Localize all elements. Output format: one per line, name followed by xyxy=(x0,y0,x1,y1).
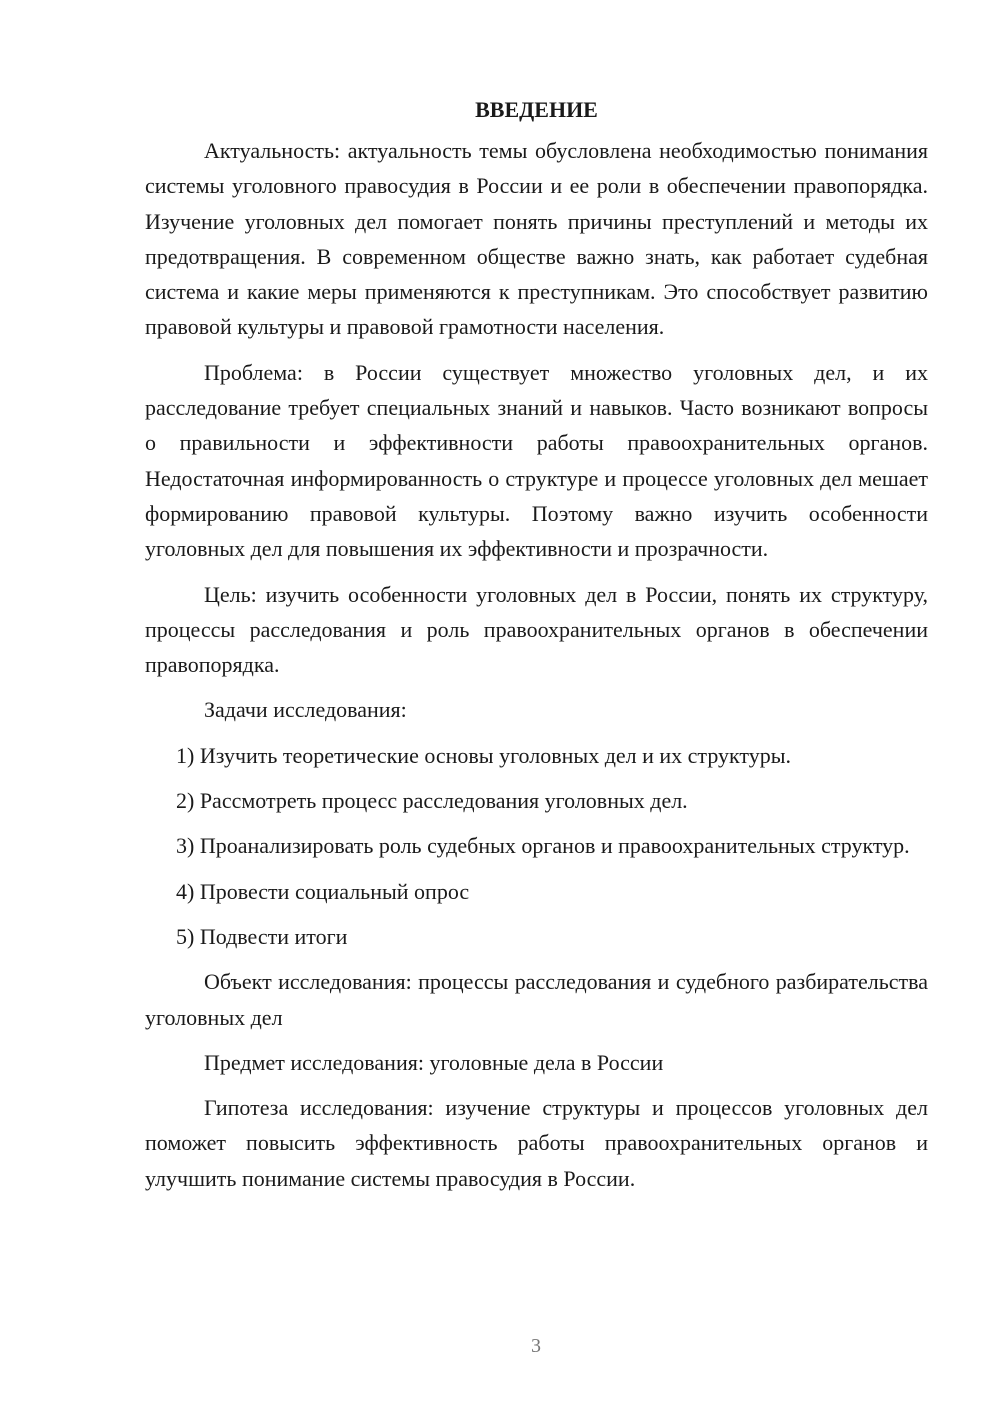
task-item-3: 3) Проанализировать роль судебных органов и правоохранительных структур. xyxy=(176,833,910,859)
object-paragraph: Объект исследования: процессы расследования и судебного разбирательства уголовных дел xyxy=(145,969,928,1030)
task-item-1: 1) Изучить теоретические основы уголовных дел и их структуры. xyxy=(176,742,792,768)
page-number: 3 xyxy=(531,1335,541,1357)
page-title: ВВЕДЕНИЕ xyxy=(475,97,598,122)
subject-paragraph: Предмет исследования: уголовные дела в России xyxy=(204,1049,664,1075)
task-item-4: 4) Провести социальный опрос xyxy=(176,878,470,904)
relevance-paragraph: Актуальность: актуальность темы обусловлена необходимостью понимания системы уголовного правосудия в России и ее роли в обеспечении правопорядка. Изучение уголовных дел помогает понять причины преступлений и методы их предотвращения. В современном обществе важно знать, как работает судебная система и какие меры применяются к преступникам. Это способствует развитию правовой культуры и правовой грамотности населения. xyxy=(145,138,928,340)
task-item-2: 2) Рассмотреть процесс расследования уголовных дел. xyxy=(176,788,688,814)
tasks-heading: Задачи исследования: xyxy=(204,697,407,723)
problem-paragraph: Проблема: в России существует множество уголовных дел, и их расследование требует специальных знаний и навыков. Часто возникают вопросы о правильности и эффективности работы правоохранительных органов. Недостаточная информированность о структуре и процессе уголовных дел мешает формированию правовой культуры. Поэтому важно изучить особенности уголовных дел для повышения их эффективности и прозрачности. xyxy=(145,359,928,562)
goal-paragraph: Цель: изучить особенности уголовных дел в России, понять их структуру, процессы расследования и роль правоохранительных органов в обеспечении правопорядка. xyxy=(145,581,928,678)
task-item-5: 5) Подвести итоги xyxy=(176,923,348,949)
hypothesis-paragraph: Гипотеза исследования: изучение структуры и процессов уголовных дел поможет повысить эффективность работы правоохранительных органов и улучшить понимание системы правосудия в России. xyxy=(145,1095,928,1191)
document-page xyxy=(145,92,928,1206)
